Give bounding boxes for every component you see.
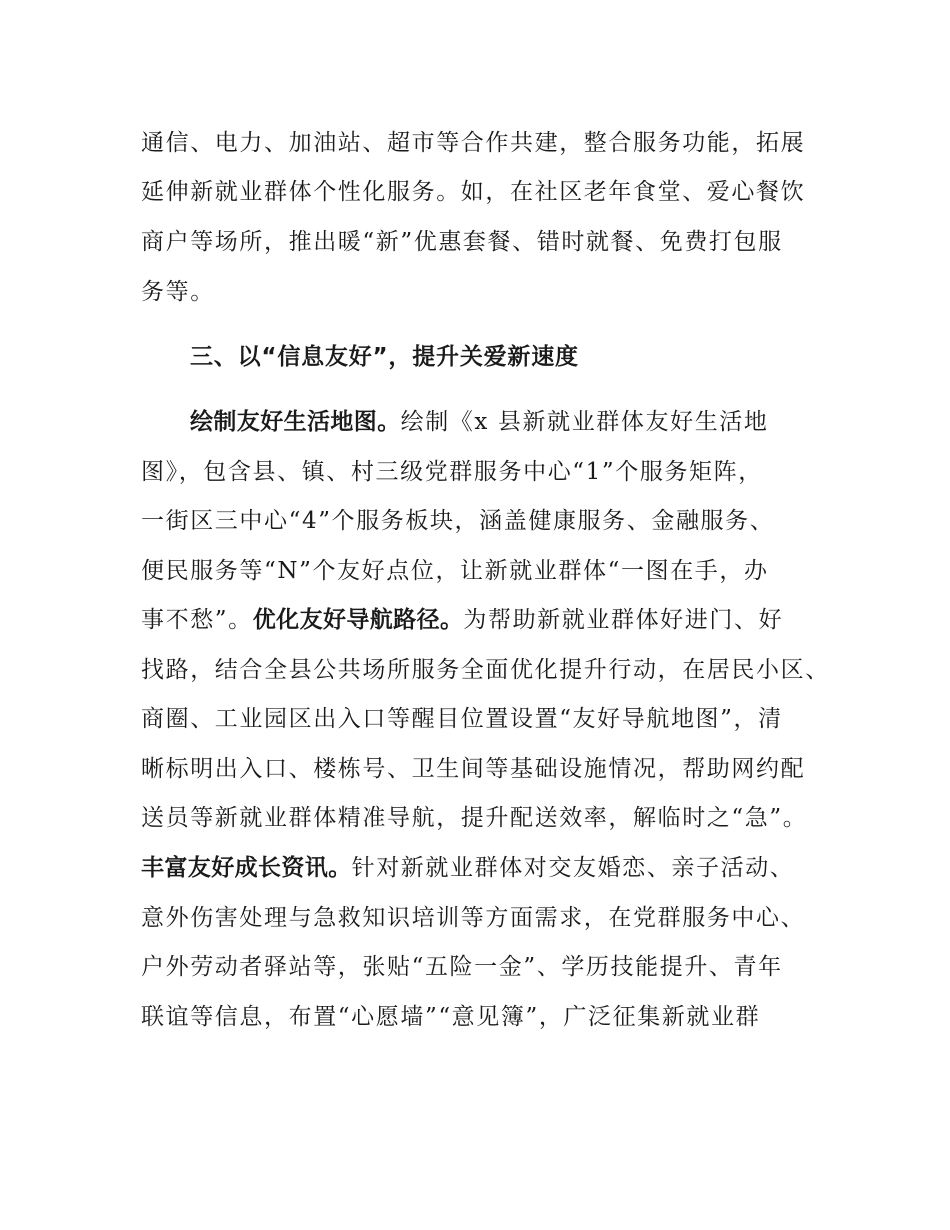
paragraph2-line5-start: 事不愁”。: [141, 607, 253, 633]
lead-optimize-navigation: 优化友好导航路径。: [252, 607, 464, 633]
paragraph2-line10: [141, 853, 831, 883]
paragraph2-line6: 找路，结合全县公共场所服务全面优化提升行动，在居民小区、: [141, 657, 830, 683]
paragraph1-line3: 商户等场所，推出暖“新”优惠套餐、错时就餐、免费打包服: [141, 229, 783, 255]
paragraph2-line10-text: 针对新就业群体对交友婚恋、亲子活动、: [351, 855, 795, 881]
paragraph2-line4: 便民服务等“N”个友好点位，让新就业群体“一图在手，办: [141, 558, 769, 584]
lead-draw-map: 绘制友好生活地图。: [190, 409, 401, 435]
paragraph2-line5: [141, 605, 831, 635]
paragraph2-line13: 联谊等信息，布置“心愿墙”“意见簿”，广泛征集新就业群: [141, 1004, 761, 1030]
paragraph2-line3: 一街区三中心“4”个服务板块，涵盖健康服务、金融服务、: [141, 508, 775, 534]
paragraph2-line1: [190, 407, 880, 437]
paragraph2-line8: 晰标明出入口、楼栋号、卫生间等基础设施情况，帮助网约配: [141, 756, 806, 782]
paragraph2-line7: 商圈、工业园区出入口等醒目位置设置“友好导航地图”，清: [141, 706, 783, 732]
paragraph1-line1: 通信、电力、加油站、超市等合作共建，整合服务功能，拓展: [141, 130, 806, 156]
paragraph2-line9: 送员等新就业群体精准导航，提升配送效率，解临时之“急”。: [141, 805, 808, 831]
section3-heading: 三、以“信息友好”，提升关爱新速度: [190, 344, 579, 370]
paragraph2-line1-text: 绘制《x 县新就业群体友好生活地: [400, 409, 769, 435]
paragraph2-line11: 意外伤害处理与急救知识培训等方面需求，在党群服务中心、: [141, 905, 806, 931]
paragraph1-line4: 务等。: [141, 279, 215, 305]
lead-enrich-growth-info: 丰富友好成长资讯。: [141, 855, 352, 881]
paragraph1-line2: 延伸新就业群体个性化服务。如，在社区老年食堂、爱心餐饮: [141, 179, 806, 205]
paragraph2-line5-text: 为帮助新就业群体好进门、好: [463, 607, 784, 633]
paragraph2-line2: 图》，包含县、镇、村三级党群服务中心“1”个服务矩阵，: [141, 459, 763, 485]
paragraph2-line12: 户外劳动者驿站等，张贴“五险一金”、学历技能提升、青年: [141, 954, 783, 980]
